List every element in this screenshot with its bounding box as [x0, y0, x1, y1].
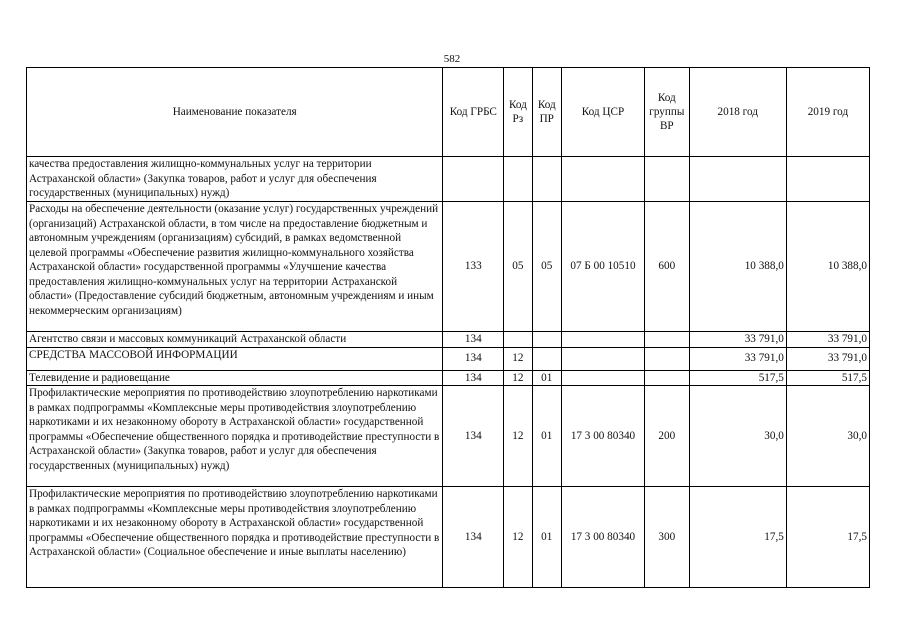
row-2018: 33 791,0	[689, 347, 786, 370]
header-row	[27, 68, 870, 157]
row-rz	[504, 332, 532, 348]
row-csr	[561, 332, 644, 348]
row-name: Расходы на обеспечение деятельности (оказание услуг) государственных учреждений (организаций) Астраханской области, в том числе на предоставление бюджетным и автономным учреждениям (организациям) субсидий, в рамках ведомственной целевой программы «Обеспечение развития жилищно-коммунального хозяйства Астраханской области» государственной программы «Улучшение качества предоставления жилищно-коммунальных услуг на территории Астраханской области» (Предоставление субсидий бюджетным, автономным учреждениям и иным некоммерческим организациям)	[27, 202, 443, 332]
row-grbs: 133	[443, 202, 504, 332]
row-vr	[645, 347, 690, 370]
row-vr	[645, 157, 690, 202]
header-2019: 2019 год	[786, 68, 869, 157]
table-row	[27, 157, 870, 202]
row-2019: 33 791,0	[786, 347, 869, 370]
row-pr: 01	[532, 370, 561, 386]
row-2019: 517,5	[786, 370, 869, 386]
table-row	[27, 370, 870, 386]
header-grbs: Код ГРБС	[443, 68, 504, 157]
table-row	[27, 347, 870, 370]
header-pr: Код ПР	[532, 68, 561, 157]
row-csr	[561, 347, 644, 370]
row-grbs: 134	[443, 370, 504, 386]
budget-table	[26, 67, 870, 588]
row-2019: 30,0	[786, 386, 869, 487]
header-csr: Код ЦСР	[561, 68, 644, 157]
row-grbs	[443, 157, 504, 202]
row-2018: 17,5	[689, 487, 786, 588]
row-pr: 01	[532, 487, 561, 588]
row-rz	[504, 157, 532, 202]
header-rz: Код Рз	[504, 68, 532, 157]
row-rz: 05	[504, 202, 532, 332]
row-2019: 10 388,0	[786, 202, 869, 332]
row-pr: 05	[532, 202, 561, 332]
row-pr	[532, 332, 561, 348]
row-name: Профилактические мероприятия по противодействию злоупотреблению наркотиками в рамках подпрограммы «Комплексные меры противодействия злоупотреблению наркотиками и их незаконному обороту в Астраханской области» государственной программы «Обеспечение общественного порядка и противодействие преступности в Астраханской области» (Закупка товаров, работ и услуг для обеспечения государственных (муниципальных) нужд)	[27, 386, 443, 487]
row-2018: 33 791,0	[689, 332, 786, 348]
page-number: 582	[443, 53, 461, 65]
row-name: СРЕДСТВА МАССОВОЙ ИНФОРМАЦИИ	[27, 347, 443, 370]
row-vr	[645, 370, 690, 386]
row-grbs: 134	[443, 347, 504, 370]
row-csr: 17 3 00 80340	[561, 487, 644, 588]
row-name: Телевидение и радиовещание	[27, 370, 443, 386]
row-2018: 10 388,0	[689, 202, 786, 332]
header-vr: Код группы ВР	[645, 68, 690, 157]
row-2018: 517,5	[689, 370, 786, 386]
row-grbs: 134	[443, 386, 504, 487]
row-2019: 33 791,0	[786, 332, 869, 348]
row-rz: 12	[504, 386, 532, 487]
row-csr: 07 Б 00 10510	[561, 202, 644, 332]
row-grbs: 134	[443, 487, 504, 588]
table-row	[27, 202, 870, 332]
row-name: Профилактические мероприятия по противодействию злоупотреблению наркотиками в рамках подпрограммы «Комплексные меры противодействия злоупотреблению наркотиками и их незаконному обороту в Астраханской области» государственной программы «Обеспечение общественного порядка и противодействие преступности в Астраханской области» (Социальное обеспечение и иные выплаты населению)	[27, 487, 443, 588]
row-pr	[532, 157, 561, 202]
header-2018: 2018 год	[689, 68, 786, 157]
row-csr	[561, 370, 644, 386]
row-pr	[532, 347, 561, 370]
row-vr: 300	[645, 487, 690, 588]
header-name: Наименование показателя	[27, 68, 443, 157]
row-name: качества предоставления жилищно-коммунальных услуг на территории Астраханской области» (Закупка товаров, работ и услуг для обеспечения государственных (муниципальных) нужд)	[27, 157, 443, 202]
row-rz: 12	[504, 370, 532, 386]
row-2018: 30,0	[689, 386, 786, 487]
row-csr	[561, 157, 644, 202]
row-vr: 200	[645, 386, 690, 487]
row-grbs: 134	[443, 332, 504, 348]
table-row	[27, 487, 870, 588]
row-2018	[689, 157, 786, 202]
row-2019	[786, 157, 869, 202]
row-rz: 12	[504, 347, 532, 370]
row-pr: 01	[532, 386, 561, 487]
row-vr	[645, 332, 690, 348]
row-name: Агентство связи и массовых коммуникаций Астраханской области	[27, 332, 443, 348]
row-csr: 17 3 00 80340	[561, 386, 644, 487]
row-2019: 17,5	[786, 487, 869, 588]
table-row	[27, 386, 870, 487]
row-vr: 600	[645, 202, 690, 332]
row-rz: 12	[504, 487, 532, 588]
table-row	[27, 332, 870, 348]
